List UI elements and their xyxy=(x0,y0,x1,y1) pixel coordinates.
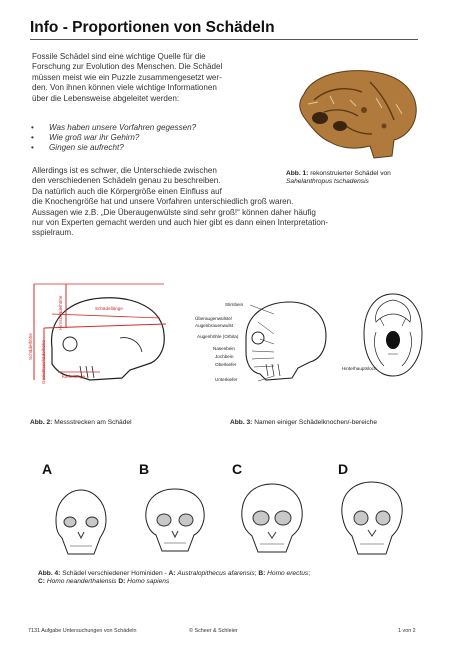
fig2-caption: Abb. 2: Messstrecken am Schädel xyxy=(30,419,132,426)
body-line: Aussagen wie z.B. „Die Überaugenwülste sind sehr groß!“ können daher häufig xyxy=(32,207,316,217)
footer-center: © Scheer & Schleier xyxy=(189,628,238,634)
fig3-caption: Abb. 3: Namen einiger Schädelknochen/-bereiche xyxy=(230,419,377,426)
body-line: sspielraum. xyxy=(32,228,74,238)
intro-line: den. Von ihnen können viele wichtige Informationen xyxy=(32,83,217,93)
skull-letter-a: A xyxy=(42,461,53,477)
label-unterkiefer: Unterkiefer xyxy=(215,377,238,382)
skull-letter-b: B xyxy=(139,461,150,477)
skull-letter-d: D xyxy=(338,461,349,477)
intro-paragraph xyxy=(32,52,272,104)
fig1-caption: Abb. 1: rekonstruierter Schädel von Sahelanthropus tschadensis xyxy=(286,170,391,186)
skull-b xyxy=(140,485,210,557)
intro-line: müssen meist wie ein Puzzle zusammengesetzt wer- xyxy=(32,72,222,82)
body-line: Allerdings ist es schwer, die Unterschiede zwischen xyxy=(32,166,217,175)
intro-line: Fossile Schädel sind eine wichtige Quelle für die xyxy=(32,52,206,61)
label-augenhoehle: Augenhöhle (Orbita) xyxy=(197,334,239,339)
question-item: • Was haben unsere Vorfahren gegessen? xyxy=(31,123,197,132)
label-nasenbein: Nasenbein xyxy=(213,346,235,351)
skull-c xyxy=(236,480,308,558)
question-item: • Gingen sie aufrecht? xyxy=(31,143,124,152)
skull-letter-c: C xyxy=(232,461,243,477)
label-hinterhauptsloch: Hinterhauptsloch xyxy=(342,366,377,371)
measure-label-schaedellaenge: Schädellänge xyxy=(95,306,123,311)
body-line: Da natürlich auch die Körpergröße einen Einfluss auf xyxy=(32,186,222,196)
measure-label-kieferlaenge: Kieferlänge xyxy=(62,374,86,379)
measure-label-schaedelhoehe: Schädelhöhe xyxy=(28,333,33,360)
label-oberkiefer: Oberkiefer xyxy=(215,362,237,367)
footer-left: 7131 Aufgabe Untersuchungen von Schädeln xyxy=(28,628,137,634)
body-line: nur von Experten gemacht werden und auch hier gibt es dann einen Interpretation- xyxy=(32,218,329,228)
skull-d xyxy=(336,480,408,560)
label-stirnbein: Stirnbein xyxy=(225,302,244,307)
label-ueberaugenwuelste: Überaugenwülste/ xyxy=(195,316,233,321)
fig4-caption: Abb. 4: Schädel verschiedener Hominiden - A: Australopithecus afarensis; B: Homo erectus; C: Homo neanderthalensis D: Homo sapiens xyxy=(38,570,311,586)
body-line: die Knochengröße hat und unsere Vorfahren unterschiedlich groß waren. xyxy=(32,197,294,207)
question-item: • Wie groß war ihr Gehirn? xyxy=(31,133,140,142)
measure-label-hirnschaedelhoehe: Hirnschädelhöhe xyxy=(58,295,63,330)
skull-a xyxy=(50,488,112,560)
page-title: Info - Proportionen von Schädeln xyxy=(30,19,275,36)
label-augenbrauenwulst: Augenbrauenwulst xyxy=(195,323,234,328)
intro-line: Forschung zur Evolution des Menschen. Die Schädel xyxy=(32,62,223,72)
body-line: den verschiedenen Schädeln genau zu beschreiben. xyxy=(32,176,221,186)
label-jochbein: Jochbein xyxy=(215,354,234,359)
label-leader-lines xyxy=(230,300,280,380)
question-list xyxy=(31,123,269,153)
footer-right: 1 von 2 xyxy=(398,628,416,634)
measurement-diagram xyxy=(30,278,180,398)
measure-label-gesichtsschaedelhoehe: Gesichtsschädelhöhe xyxy=(41,340,46,384)
title-rule xyxy=(30,39,418,40)
intro-line: über die Lebensweise abgeleitet werden: xyxy=(32,93,180,103)
fossil-skull-image xyxy=(284,64,422,164)
